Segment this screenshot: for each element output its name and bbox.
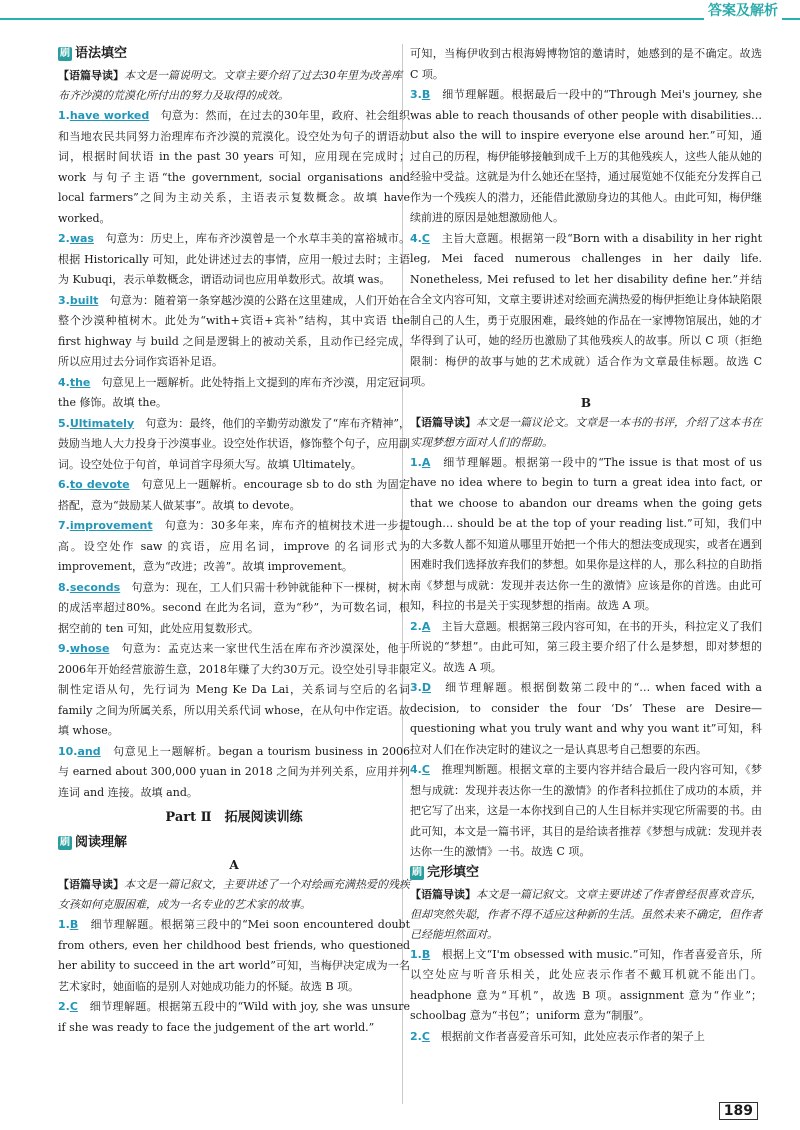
cloze-answer-list	[410, 945, 762, 1048]
answer-item	[58, 475, 410, 516]
passage-label-a: A	[229, 858, 239, 872]
item-explanation: 句意为：最终，他们的辛勤劳动激发了“库布齐精神”，鼓励当地人大力投身于沙漠事业。设空处作状语，修饰整个句子，应用副词。设空处位于句首，单词首字母须大写。故填 Ultimately。	[58, 416, 411, 471]
section-reading	[58, 833, 410, 853]
item-answer: B	[421, 947, 431, 961]
item-explanation: 细节理解题。根据第五段中的“Wild with joy, she was unsure if she was ready to face the judgement of the art world.”	[58, 1000, 411, 1034]
answer-item	[58, 997, 410, 1038]
item-number: 4.	[410, 763, 422, 776]
item-number: 9.	[58, 642, 70, 655]
item-answer: A	[421, 455, 431, 469]
item-answer: Ultimately	[69, 416, 135, 430]
right-column	[410, 44, 762, 1047]
answer-item	[410, 945, 762, 1027]
item-answer: was	[69, 232, 94, 245]
section-title: 完形填空	[427, 864, 480, 880]
item-number: 10.	[58, 744, 78, 758]
item-explanation: 细节理解题。根据最后一段中的“Through Mei's journey, she was able to reach thousands of other people with disabilities… but also the will to inspire everyone else around her.”可知，通过自己的历程，梅伊能够接触到成千上万的其他残疾人，这些人能从她的经验中受益。这就是为什么她还在坚持，通过展览她不仅能充分发挥自己作为一个残疾人的潜力，还能借此激励身边的其他人。由此可知，梅伊继续前进的原因是她想激励他人。	[410, 88, 763, 224]
item-answer: C	[69, 1000, 78, 1013]
item-explanation: 句意见上一题解析。此处特指上文提到的库布齐沙漠，用定冠词 the 修饰。故填 the。	[58, 375, 411, 409]
header-rule	[0, 18, 800, 20]
answer-item	[58, 291, 410, 373]
reading-a-answer-list	[58, 915, 410, 1038]
brush-badge-icon: 刷	[60, 48, 70, 59]
grammar-answer-list	[58, 106, 410, 803]
item-number: 4.	[410, 231, 422, 245]
page-header-title: 答案及解析	[704, 0, 782, 20]
item-answer: to devote	[69, 478, 130, 491]
item-answer: D	[421, 681, 431, 694]
item-explanation: 句意见上一题解析。encourage sb to do sth 为固定搭配，意为“鼓励某人做某事”。故填 to devote。	[58, 478, 411, 512]
item-answer: the	[69, 375, 91, 389]
item-explanation: 细节理解题。根据第一段中的“The issue is that most of us have no idea where to begin to turn a great idea into fact, or that we choose to abandon our dreams when the going gets tough… should be at the top of your reading list.”可知，我们中的大多数人都不知道从哪里开始把一个伟大的想法变成现实，或者在遇到困难时我们选择放弃我们的梦想。如果你是这样的人，那么科拉的自助指南《梦想与成就：发现并表达你一生的激情》应该是你的首选。由此可知，科拉的书是关于实现梦想的指南。故选 A 项。	[410, 455, 762, 612]
answer-item	[58, 373, 410, 414]
passage-label-b: B	[580, 395, 592, 410]
item-number: 2.	[410, 619, 422, 633]
answer-item	[58, 516, 410, 578]
item-number: 6.	[58, 478, 70, 491]
item-number: 5.	[58, 416, 70, 430]
item-answer: B	[69, 918, 79, 931]
page-number: 189	[719, 1102, 758, 1120]
brush-badge-icon: 刷	[412, 866, 422, 878]
item-explanation: 主旨大意题。根据第一段“Born with a disability in her right leg, Mei faced numerous challenges in her daily life. Nonetheless, Mei refused to let her disability define her.”并结合全文内容可知，文章主要讲述对绘画充满热爱的梅伊拒绝让身体缺陷限制自己的人生，勇于克服困难，最终她的作品在一家博物馆展出，她的才华得到了认可，她的经历也激励了其他残疾人的故事。所以 C 项（拒绝限制：梅伊的故事与她的艺术成就）适合作为文章最佳标题。故选 C 项。	[410, 231, 763, 388]
item-explanation: 句意为：孟克达来一家世代生活在库布齐沙漠深处，他于2006年开始经营旅游生意，2018年赚了大约30万元。设空处引导非限制性定语从句，先行词为 Meng Ke Da Lai，关系词与空后的名词 family 之间为所属关系，所以用关系代词 whose，在从句中作定语。故填 whose。	[58, 642, 411, 737]
item-answer: and	[77, 744, 101, 758]
passage-guide: 【语篇导读】本文是一篇记叙文。文章主要讲述了作者曾经很喜欢音乐，但却突然失聪，作者不得不适应这种新的生活。虽然未来不确定，但作者已经能坦然面对。	[410, 887, 762, 941]
item-number: 3.	[58, 293, 70, 307]
item-answer: improvement	[69, 519, 153, 532]
continued-text: 可知，当梅伊收到古根海姆博物馆的邀请时，她感到的是不确定。故选 C 项。	[410, 47, 762, 81]
passage-guide: 【语篇导读】本文是一篇记叙文，主要讲述了一个对绘画充满热爱的残疾女孩如何克服困难，成为一名专业的艺术家的故事。	[58, 878, 410, 911]
item-explanation: 细节理解题。根据第三段中的“Mei soon encountered doubt from others, even her childhood best friends, who questioned her ability to succeed in the art world”可知，当梅伊决定成为一名艺术家时，她面临的是别人对她成功能力的怀疑。故选 B 项。	[58, 918, 411, 993]
item-answer: have worked	[69, 109, 150, 122]
item-number: 7.	[58, 519, 70, 532]
answer-item	[410, 617, 762, 679]
item-explanation: 句意为：然而，在过去的30年里，政府、社会组织和当地农民共同努力治理库布齐沙漠的荒漠化。设空处为句子的谓语动词，根据时间状语 in the past 30 years 可知，应用现在完成时；work 与句子主语“the government, social organisations and local farmers”之间为主动关系，主语表示复数概念。故填 have worked。	[58, 109, 411, 225]
answer-item	[410, 453, 762, 617]
item-answer: whose	[69, 642, 110, 655]
answer-item	[58, 414, 410, 476]
reading-b-answer-list	[410, 453, 762, 863]
item-number: 4.	[58, 375, 70, 389]
item-explanation: 根据上文“I'm obsessed with music.”可知，作者喜爱音乐，所以空处应与听音乐相关，此处应表示作者不戴耳机就不能出门。headphone 意为“耳机”，故选 B 项。assignment 意为“作业”；schoolbag 意为“书包”；uniform 意为“制服”。	[410, 947, 762, 1022]
item-explanation: 句意为：历史上，库布齐沙漠曾是一个水草丰美的富裕城市。根据 Historically 可知，此处讲述过去的事情，应用一般过去时；主语为 Kubuqi，表示单数概念，谓语动词也应用单数形式。故填 was。	[58, 232, 411, 286]
item-explanation: 细节理解题。根据倒数第二段中的“… when faced with a decision, to consider the four ‘Ds’ These are Desire—questioning what you truly want and why you want it”可知，科拉对人们在作决定时的建议之一是认真思考自己想要的东西。	[410, 681, 762, 756]
item-explanation: 句意为：30多年来，库布齐的植树技术进一步提高。设空处作 saw 的宾语，应用名词，improve 的名词形式为 improvement，意为“改进；改善”。故填 improvement。	[58, 519, 411, 573]
item-answer: C	[421, 1029, 430, 1043]
item-number: 1.	[410, 947, 422, 961]
item-number: 8.	[58, 580, 70, 594]
item-answer: A	[421, 619, 431, 633]
answer-item	[58, 639, 410, 742]
item-number: 2.	[58, 232, 70, 245]
left-column	[58, 44, 410, 1038]
item-number: 1.	[58, 918, 70, 931]
reading-a-answer-list	[410, 85, 762, 393]
item-number: 2.	[410, 1029, 422, 1043]
section-title: 阅读理解	[75, 835, 128, 850]
answer-item	[58, 106, 410, 229]
part-title: Part Ⅱ 拓展阅读训练	[165, 810, 303, 825]
section-title: 语法填空	[75, 46, 128, 61]
item-answer: C	[421, 231, 430, 245]
passage-guide: 【语篇导读】本文是一篇说明文。文章主要介绍了过去30年里为改善库布齐沙漠的荒漠化所付出的努力及取得的成效。	[58, 69, 402, 102]
item-explanation: 句意为：随着第一条穿越沙漠的公路在这里建成，人们开始在整个沙漠种植树木。此处为“with+宾语+宾补”结构，其中宾语 the first highway 与 build 之间是逻辑上的被动关系，且动作已经完成，所以应用过去分词作宾语补足语。	[58, 293, 411, 368]
answer-item	[58, 742, 410, 804]
item-answer: C	[421, 763, 430, 776]
item-explanation: 推理判断题。根据文章的主要内容并结合最后一段内容可知，《梦想与成就：发现并表达你一生的激情》的作者科拉抓住了成功的本质，并把它写了出来，这是一本你找到自己的人生目标并实现它所需要的书。由此可知，本文是一篇书评，其目的是给读者推荐《梦想与成就：发现并表达你一生的激情》一书。故选 C 项。	[410, 763, 763, 858]
item-answer: seconds	[69, 580, 121, 594]
item-number: 1.	[410, 455, 422, 469]
item-number: 2.	[58, 1000, 70, 1013]
item-explanation: 句意见上一题解析。began a tourism business in 2006 与 earned about 300,000 yuan in 2018 之间为并列关系，应用并列连词 and 连接。故填 and。	[58, 744, 410, 799]
answer-item	[410, 760, 762, 863]
section-cloze	[410, 863, 762, 883]
item-answer: built	[69, 293, 99, 307]
passage-guide: 【语篇导读】本文是一篇议论文。文章是一本书的书评，介绍了这本书在实现梦想方面对人们的帮助。	[410, 415, 762, 449]
item-number: 1.	[58, 109, 70, 122]
item-number: 3.	[410, 681, 422, 694]
answer-item	[410, 85, 762, 229]
answer-item	[58, 915, 410, 997]
brush-badge-icon: 刷	[60, 837, 70, 848]
section-grammar-fill	[58, 44, 410, 64]
item-explanation: 句意为：现在，工人们只需十秒钟就能种下一棵树，树木的成活率超过80%。second 在此为名词，意为“秒”，为可数名词，根据空前的 ten 可知，此处应用复数形式。	[58, 580, 411, 635]
item-explanation: 主旨大意题。根据第三段内容可知，在书的开头，科拉定义了我们所说的“梦想”。由此可知，第三段主要介绍了什么是梦想，即对梦想的定义。故选 A 项。	[410, 619, 762, 674]
item-answer: B	[421, 88, 431, 101]
answer-item	[410, 678, 762, 760]
answer-item	[58, 229, 410, 291]
item-explanation: 根据前文作者喜爱音乐可知，此处应表示作者的架子上	[440, 1029, 705, 1043]
answer-item	[410, 1027, 762, 1048]
answer-item	[58, 578, 410, 640]
answer-item	[410, 229, 762, 393]
item-number: 3.	[410, 88, 422, 101]
